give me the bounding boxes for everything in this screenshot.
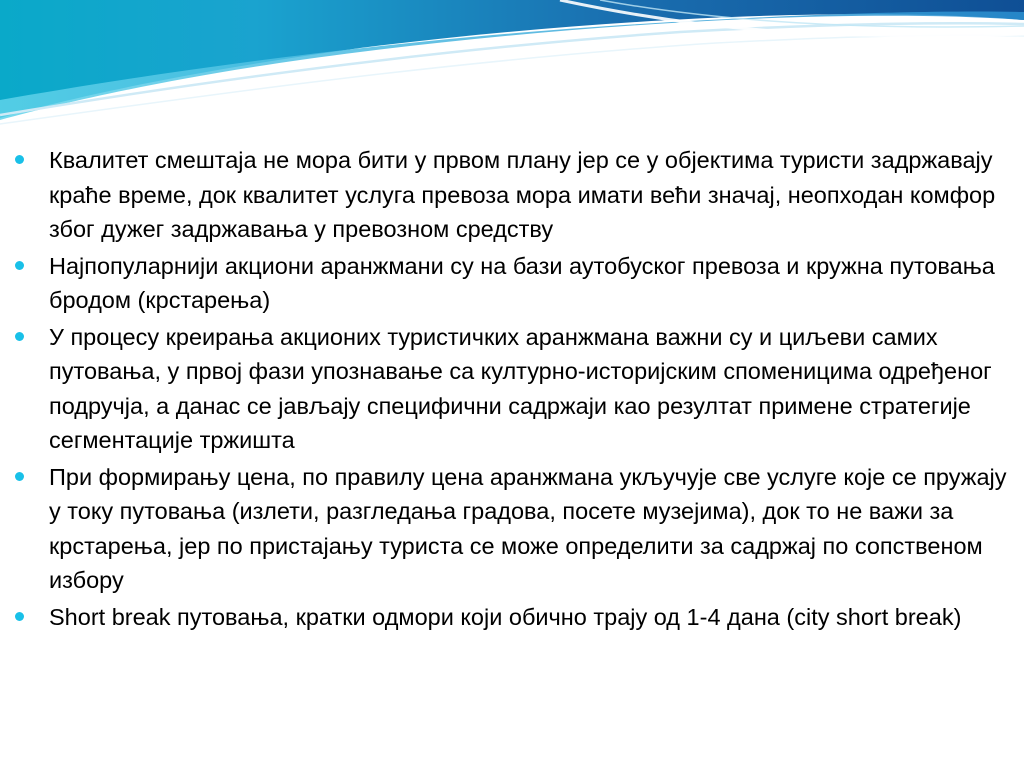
bullet-text: При формирању цена, по правилу цена аранжмана укључује све услуге које се пружају у току путовања (излети, разгледања градова, посете музејима), док то не важи за крстарења, јер по пристајању туриста се може определити за садржај по сопственом избору — [49, 463, 1007, 593]
bullet-text: Најпопуларнији акциони аранжмани су на бази аутобуског превоза и кружна путовања бродом (крстарења) — [49, 252, 995, 313]
bullet-text: У процесу креирања акционих туристичких аранжмана важни су и циљеви самих путовања, у првој фази упознавање са културно-историјским споменицима одређеног подручја, а данас се јављају специфични садржаји као резултат примене стратегије сегментације тржишта — [49, 323, 992, 453]
list-item — [10, 600, 1012, 635]
bullet-text: Short break путовања, кратки одмори који обично трају од 1-4 дана (city short break) — [49, 603, 962, 630]
list-item — [10, 460, 1012, 598]
header-wave-decoration — [0, 0, 1024, 135]
round-bullet-icon — [15, 261, 24, 270]
bullet-list — [10, 143, 1012, 636]
round-bullet-icon — [15, 332, 24, 341]
round-bullet-icon — [15, 612, 24, 621]
list-item — [10, 143, 1012, 247]
list-item — [10, 249, 1012, 318]
bullet-text: Квалитет смештаја не мора бити у првом плану јер се у објектима туристи задржавају краће време, док квалитет услуга превоза мора имати већи значај, неопходан комфор због дужег задржавања у превозном средству — [49, 147, 996, 242]
round-bullet-icon — [15, 155, 24, 164]
round-bullet-icon — [15, 472, 24, 481]
list-item — [10, 320, 1012, 458]
